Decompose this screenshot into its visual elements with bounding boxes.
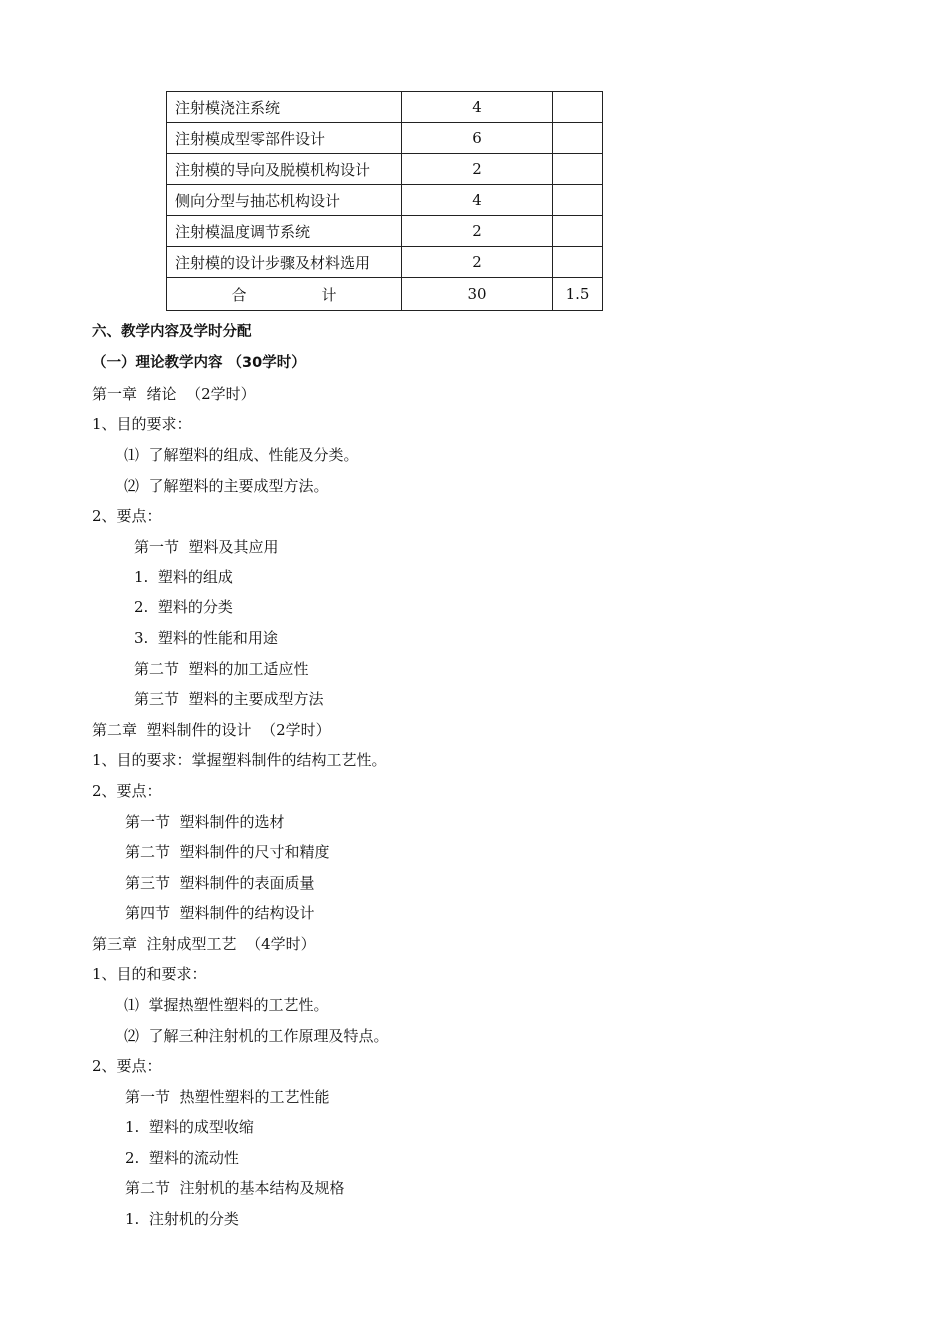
row-topic: 注射模温度调节系统: [167, 216, 402, 247]
section-item: 第三节 塑料制件的表面质量: [125, 874, 315, 892]
section-item: 第二节 注射机的基本结构及规格: [125, 1179, 345, 1197]
chapter-title: 第一章 绪论 （2学时）: [92, 385, 256, 403]
objectives-label: 1、目的要求：掌握塑料制件的结构工艺性。: [92, 751, 387, 769]
sub-item: 1. 塑料的组成: [134, 568, 233, 586]
section-item: 第三节 塑料的主要成型方法: [134, 690, 324, 708]
row-topic: 注射模成型零部件设计: [167, 123, 402, 154]
objective-item: ⑴ 掌握热塑性塑料的工艺性。: [124, 996, 329, 1014]
objectives-label: 1、目的和要求：: [92, 965, 207, 983]
section-item: 第二节 塑料的加工适应性: [134, 660, 309, 678]
sub-item: 3. 塑料的性能和用途: [134, 629, 278, 647]
row-hours: 2: [402, 216, 553, 247]
section-item: 第一节 热塑性塑料的工艺性能: [125, 1088, 330, 1106]
sub-item: 1. 注射机的分类: [125, 1210, 239, 1228]
row-hours: 2: [402, 154, 553, 185]
sub-item: 1. 塑料的成型收缩: [125, 1118, 254, 1136]
objectives-label: 1、目的要求：: [92, 415, 192, 433]
chapter-title: 第二章 塑料制件的设计 （2学时）: [92, 721, 331, 739]
section-item: 第一节 塑料及其应用: [134, 538, 279, 556]
section-item: 第四节 塑料制件的结构设计: [125, 904, 315, 922]
key-points-label: 2、要点：: [92, 507, 162, 525]
row-extra: [553, 247, 603, 278]
objective-item: ⑵ 了解塑料的主要成型方法。: [124, 477, 329, 495]
row-extra: [553, 185, 603, 216]
objective-item: ⑴ 了解塑料的组成、性能及分类。: [124, 446, 359, 464]
row-topic: 注射模的设计步骤及材料选用: [167, 247, 402, 278]
row-extra: [553, 92, 603, 123]
row-hours: 4: [402, 185, 553, 216]
table-row: [167, 154, 603, 185]
row-hours: 2: [402, 247, 553, 278]
chapter-title: 第三章 注射成型工艺 （4学时）: [92, 935, 316, 953]
key-points-label: 2、要点：: [92, 782, 162, 800]
section-item: 第一节 塑料制件的选材: [125, 813, 285, 831]
table-total-row: [167, 278, 603, 311]
course-hours-table: [166, 91, 603, 311]
row-topic: 注射模的导向及脱模机构设计: [167, 154, 402, 185]
total-label: 合 计: [167, 278, 402, 311]
total-credits: 1.5: [553, 278, 603, 311]
total-hours: 30: [402, 278, 553, 311]
row-hours: 6: [402, 123, 553, 154]
row-extra: [553, 154, 603, 185]
sub-item: 2. 塑料的分类: [134, 598, 233, 616]
row-extra: [553, 123, 603, 154]
table-row: [167, 185, 603, 216]
objective-item: ⑵ 了解三种注射机的工作原理及特点。: [124, 1027, 389, 1045]
table-row: [167, 123, 603, 154]
section-item: 第二节 塑料制件的尺寸和精度: [125, 843, 330, 861]
table-row: [167, 92, 603, 123]
row-topic: 注射模浇注系统: [167, 92, 402, 123]
table-row: [167, 247, 603, 278]
sub-item: 2. 塑料的流动性: [125, 1149, 239, 1167]
section-subheading: （一）理论教学内容 （30学时）: [92, 355, 306, 371]
row-extra: [553, 216, 603, 247]
table-row: [167, 216, 603, 247]
row-topic: 侧向分型与抽芯机构设计: [167, 185, 402, 216]
row-hours: 4: [402, 92, 553, 123]
key-points-label: 2、要点：: [92, 1057, 162, 1075]
section-heading: 六、教学内容及学时分配: [92, 324, 252, 340]
